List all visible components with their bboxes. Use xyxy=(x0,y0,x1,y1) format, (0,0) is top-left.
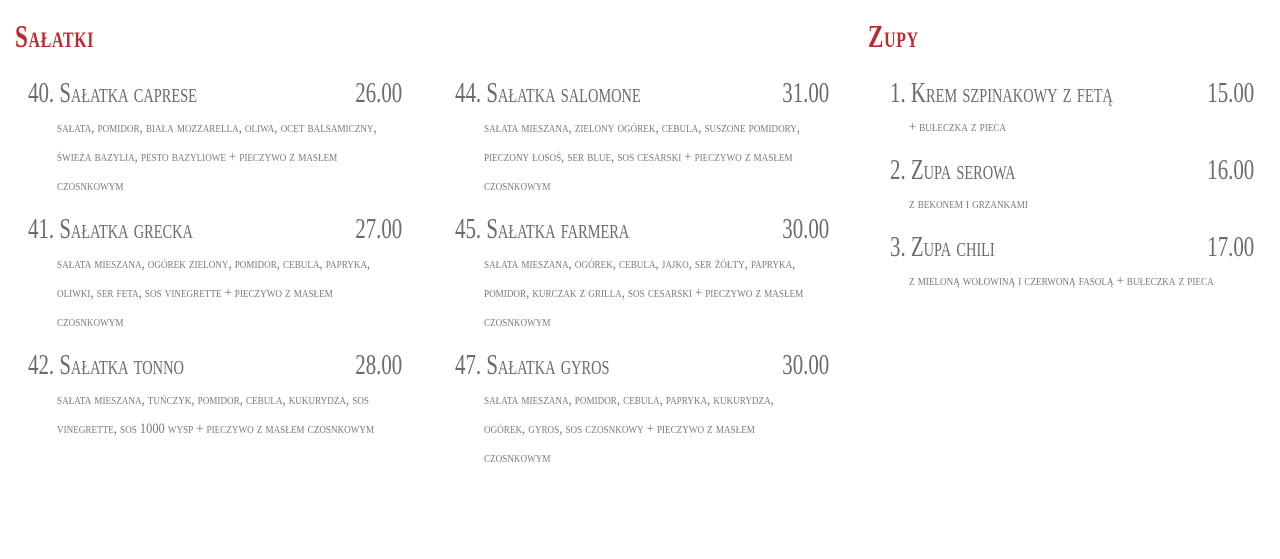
menu-item-number: 40. xyxy=(28,77,55,109)
menu-item-price: 30.00 xyxy=(782,213,829,245)
menu-item-name xyxy=(455,344,610,386)
menu-item-number: 41. xyxy=(28,213,55,245)
menu-item-number: 45. xyxy=(455,213,482,245)
menu-item-number: 42. xyxy=(28,349,55,381)
menu-item-number: 47. xyxy=(455,349,482,381)
menu-item-price: 28.00 xyxy=(355,349,402,381)
menu-item-title: Sałatka grecka xyxy=(59,213,193,245)
menu-item-description: sałata mieszana, zielony ogórek, cebula, suszone pomidory, pieczony łosoś, ser blue, sos cesarski + pieczywo z masłem czosnkowym xyxy=(484,120,800,194)
menu-item-name xyxy=(890,72,1113,114)
menu-item-name xyxy=(28,344,184,386)
salads-column-1 xyxy=(28,72,402,451)
menu-item-number: 2. xyxy=(890,154,906,186)
menu-item xyxy=(890,226,1254,303)
menu-item-title: Zupa serowa xyxy=(910,154,1016,186)
menu-item-description: sałata mieszana, tuńczyk, pomidor, cebula, kukurydza, sos vinegrette, sos 1000 wysp + pieczywo z masłem czosnkowym xyxy=(57,392,375,437)
menu-item xyxy=(455,344,829,473)
menu-item-price: 17.00 xyxy=(1207,231,1254,263)
menu-item xyxy=(455,208,829,337)
menu-item-price: 26.00 xyxy=(355,77,402,109)
menu-item xyxy=(28,208,402,337)
menu-item-description: + bułeczka z pieca xyxy=(909,119,1007,135)
menu-item-description: sałata mieszana, ogórek zielony, pomidor, cebula, papryka, oliwki, ser feta, sos vinegrette + pieczywo z masłem czosnkowym xyxy=(57,256,371,330)
menu-item xyxy=(890,149,1254,226)
menu-item-number: 3. xyxy=(890,231,906,263)
menu-item-description: z mieloną wołowiną i czerwoną fasolą + bułeczka z pieca xyxy=(909,273,1214,289)
menu-item-price: 27.00 xyxy=(355,213,402,245)
menu-item-name xyxy=(455,208,629,250)
menu-item-title: Krem szpinakowy z fetą xyxy=(910,77,1113,109)
menu-item-name xyxy=(890,149,1016,191)
menu-item-description: sałata mieszana, ogórek, cebula, jajko, ser żółty, papryka, pomidor, kurczak z grilla, sos cesarski + pieczywo z masłem czosnkowym xyxy=(484,256,804,330)
menu-item xyxy=(28,72,402,201)
menu-item-name xyxy=(28,208,193,250)
menu-item-description: z bekonem i grzankami xyxy=(909,196,1028,212)
menu-item-title: Sałatka caprese xyxy=(59,77,197,109)
soups-column xyxy=(890,72,1254,303)
menu-item-title: Sałatka farmera xyxy=(486,213,630,245)
menu-item-number: 1. xyxy=(890,77,906,109)
menu-item xyxy=(28,344,402,444)
menu-item xyxy=(455,72,829,201)
menu-item-title: Sałatka gyros xyxy=(486,349,610,381)
menu-item-price: 31.00 xyxy=(782,77,829,109)
menu-item-price: 16.00 xyxy=(1207,154,1254,186)
menu-item-number: 44. xyxy=(455,77,482,109)
menu-item-description: sałata mieszana, pomidor, cebula, papryka, kukurydza, ogórek, gyros, sos czosnkowy + pieczywo z masłem czosnkowym xyxy=(484,392,774,466)
menu-item-title: Zupa chili xyxy=(910,231,995,263)
menu-item-price: 15.00 xyxy=(1207,77,1254,109)
salads-column-2 xyxy=(455,72,829,480)
menu-item-name xyxy=(890,226,995,268)
salads-section-title: Sałatki xyxy=(15,18,95,54)
menu-item-name xyxy=(28,72,197,114)
menu-item-name xyxy=(455,72,641,114)
menu-item-title: Sałatka salomone xyxy=(486,77,641,109)
menu-item-description: sałata, pomidor, biała mozzarella, oliwa, ocet balsamiczny, świeża bazylia, pesto bazyliowe + pieczywo z masłem czosnkowym xyxy=(57,120,377,194)
menu-item xyxy=(890,72,1254,149)
menu-item-price: 30.00 xyxy=(782,349,829,381)
soups-section-title: Zupy xyxy=(868,18,919,54)
menu-item-title: Sałatka tonno xyxy=(59,349,184,381)
